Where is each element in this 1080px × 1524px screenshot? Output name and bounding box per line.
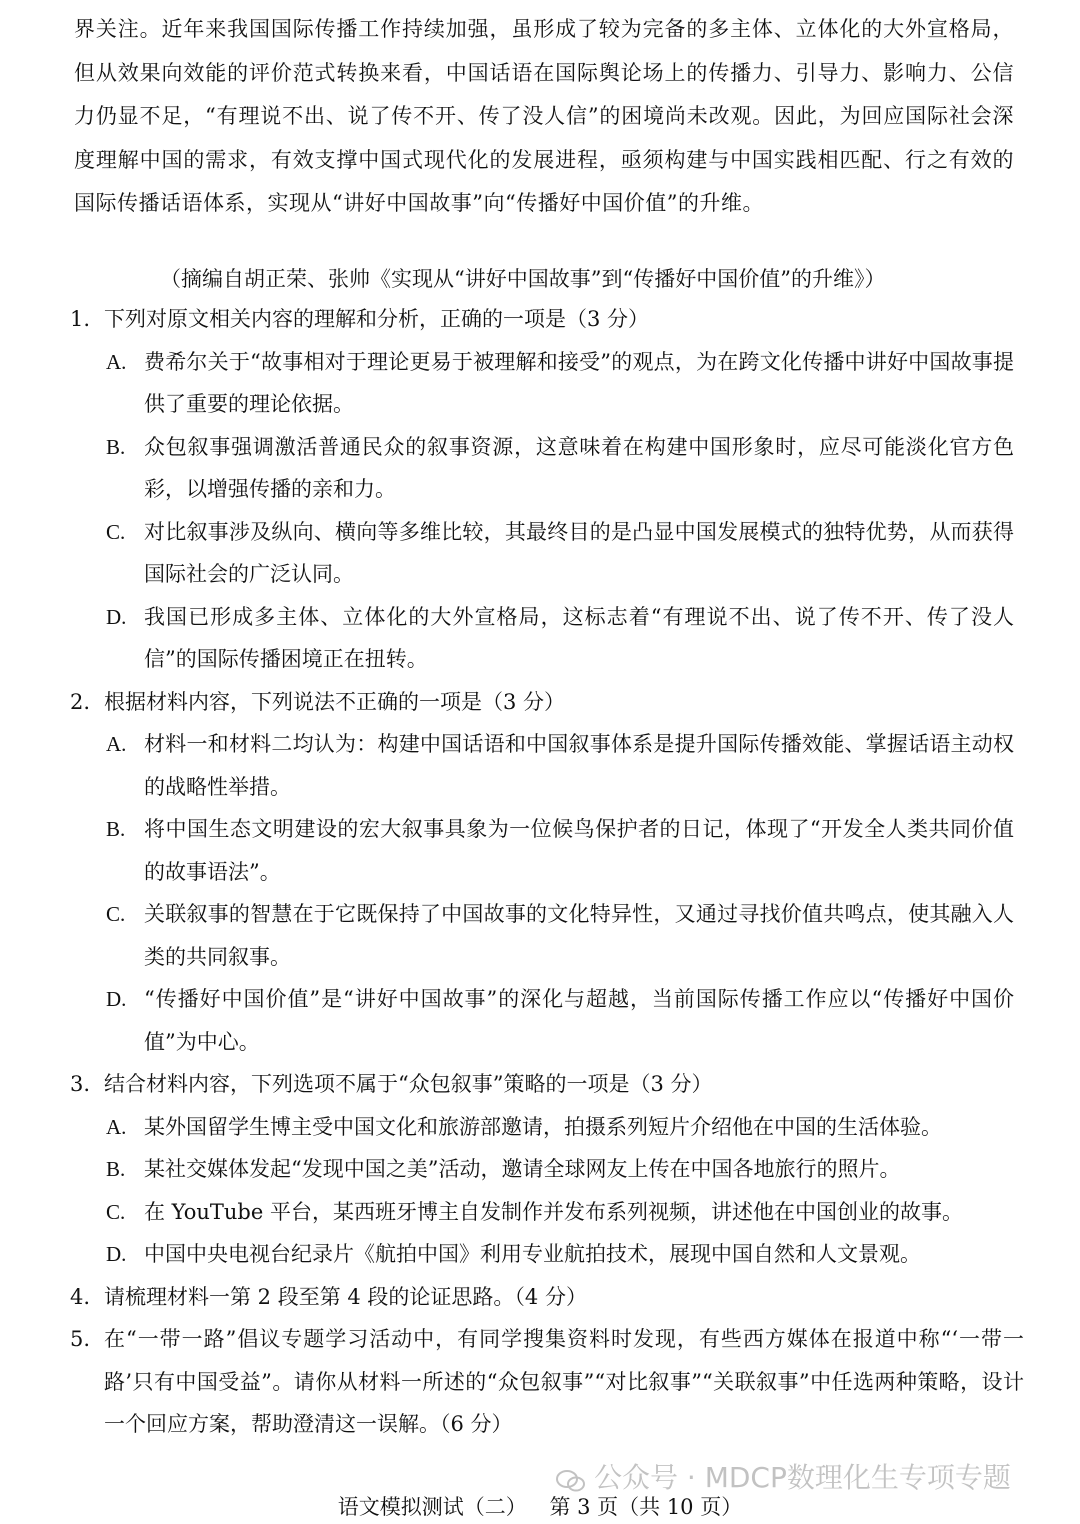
option-text: 将中国生态文明建设的宏大叙事具象为一位候鸟保护者的日记，体现了“开发全人类共同价值的故事语法”。	[144, 817, 1014, 884]
question-stem: 结合材料内容，下列选项不属于“众包叙事”策略的一项是（3 分）	[104, 1072, 713, 1096]
option-d	[0, 978, 1080, 1063]
watermark-text: 公众号 · MDCP数理化生专项专题	[594, 1461, 1011, 1494]
option-text: 在 YouTube 平台，某西班牙博主自发制作并发布系列视频，讲述他在中国创业的故事。	[144, 1199, 963, 1224]
option-text: 某社交媒体发起“发现中国之美”活动，邀请全球网友上传在中国各地旅行的照片。	[144, 1157, 901, 1181]
option-letter: B.	[106, 1157, 126, 1181]
option-letter: A.	[106, 349, 127, 374]
question-5	[0, 1318, 1080, 1446]
option-text: 材料一和材料二均认为：构建中国话语和中国叙事体系是提升国际传播效能、掌握话语主动权的战略性举措。	[144, 732, 1014, 799]
option-letter: C.	[106, 1199, 126, 1224]
wechat-icon	[556, 1467, 586, 1491]
option-a	[0, 723, 1080, 808]
question-2	[0, 681, 1080, 1064]
page-footer	[0, 1492, 1080, 1522]
option-d	[0, 596, 1080, 681]
option-letter: A.	[106, 732, 127, 756]
question-stem: 下列对原文相关内容的理解和分析，正确的一项是（3 分）	[104, 307, 650, 331]
question-number: 2.	[70, 689, 91, 714]
option-letter: D.	[106, 604, 127, 629]
option-text: 中国中央电视台纪录片《航拍中国》利用专业航拍技术，展现中国自然和人文景观。	[144, 1242, 921, 1266]
option-text: “传播好中国价值”是“讲好中国故事”的深化与超越，当前国际传播工作应以“传播好中国价值”为中心。	[144, 987, 1014, 1054]
option-text: 费希尔关于“故事相对于理论更易于被理解和接受”的观点，为在跨文化传播中讲好中国故事提供了重要的理论依据。	[144, 349, 1014, 416]
question-number: 4.	[70, 1284, 91, 1309]
option-b	[0, 808, 1080, 893]
question-stem: 请梳理材料一第 2 段至第 4 段的论证思路。（4 分）	[104, 1284, 587, 1309]
question-1	[0, 298, 1080, 681]
option-text: 众包叙事强调激活普通民众的叙事资源，这意味着在构建中国形象时，应尽可能淡化官方色彩，以增强传播的亲和力。	[144, 434, 1014, 501]
option-text: 关联叙事的智慧在于它既保持了中国故事的文化特异性，又通过寻找价值共鸣点，使其融入人类的共同叙事。	[144, 902, 1014, 969]
option-letter: C.	[106, 902, 126, 926]
exam-title: 语文模拟测试（二）	[337, 1495, 527, 1519]
question-list	[0, 298, 1080, 1446]
question-number: 1.	[70, 307, 91, 331]
option-b	[0, 426, 1080, 511]
option-letter: B.	[106, 817, 126, 841]
option-a	[0, 1106, 1080, 1149]
option-d	[0, 1233, 1080, 1276]
passage-paragraph: 界关注。近年来我国国际传播工作持续加强，虽形成了较为完备的多主体、立体化的大外宣格局，但从效果向效能的评价范式转换来看，中国话语在国际舆论场上的传播力、引导力、影响力、公信力仍显不足，“有理说不出、说了传不开、传了没人信”的困境尚未改观。因此，为回应国际社会深度理解中国的需求，有效支撑中国式现代化的发展进程，亟须构建与中国实践相匹配、行之有效的国际传播话语体系，实现从“讲好中国故事”向“传播好中国价值”的升维。	[74, 17, 1014, 215]
option-letter: B.	[106, 434, 126, 459]
option-letter: D.	[106, 987, 127, 1011]
option-text: 某外国留学生博主受中国文化和旅游部邀请，拍摄系列短片介绍他在中国的生活体验。	[144, 1114, 942, 1139]
watermark	[556, 1456, 1056, 1496]
option-text: 对比叙事涉及纵向、横向等多维比较，其最终目的是凸显中国发展模式的独特优势，从而获得国际社会的广泛认同。	[144, 519, 1014, 586]
question-number: 3.	[70, 1072, 91, 1096]
option-b	[0, 1148, 1080, 1191]
page-number: 第 3 页（共 10 页）	[549, 1495, 743, 1519]
option-text: 我国已形成多主体、立体化的大外宣格局，这标志着“有理说不出、说了传不开、传了没人信”的国际传播困境正在扭转。	[144, 604, 1014, 671]
option-c	[0, 893, 1080, 978]
question-3	[0, 1063, 1080, 1276]
option-letter: A.	[106, 1114, 127, 1139]
option-letter: C.	[106, 519, 126, 544]
passage-source: （摘编自胡正荣、张帅《实现从“讲好中国故事”到“传播好中国价值”的升维》）	[160, 267, 886, 291]
option-c	[0, 1191, 1080, 1234]
question-4	[0, 1276, 1080, 1319]
option-letter: D.	[106, 1242, 127, 1266]
option-a	[0, 341, 1080, 426]
question-stem: 在“一带一路”倡议专题学习活动中，有同学搜集资料时发现，有些西方媒体在报道中称“‘一带一路’只有中国受益”。请你从材料一所述的“众包叙事”“对比叙事”“关联叙事”中任选两种策略，设计一个回应方案，帮助澄清这一误解。（6 分）	[104, 1327, 1024, 1436]
question-stem: 根据材料内容，下列说法不正确的一项是（3 分）	[104, 689, 566, 714]
question-number: 5.	[70, 1327, 91, 1351]
option-c	[0, 511, 1080, 596]
